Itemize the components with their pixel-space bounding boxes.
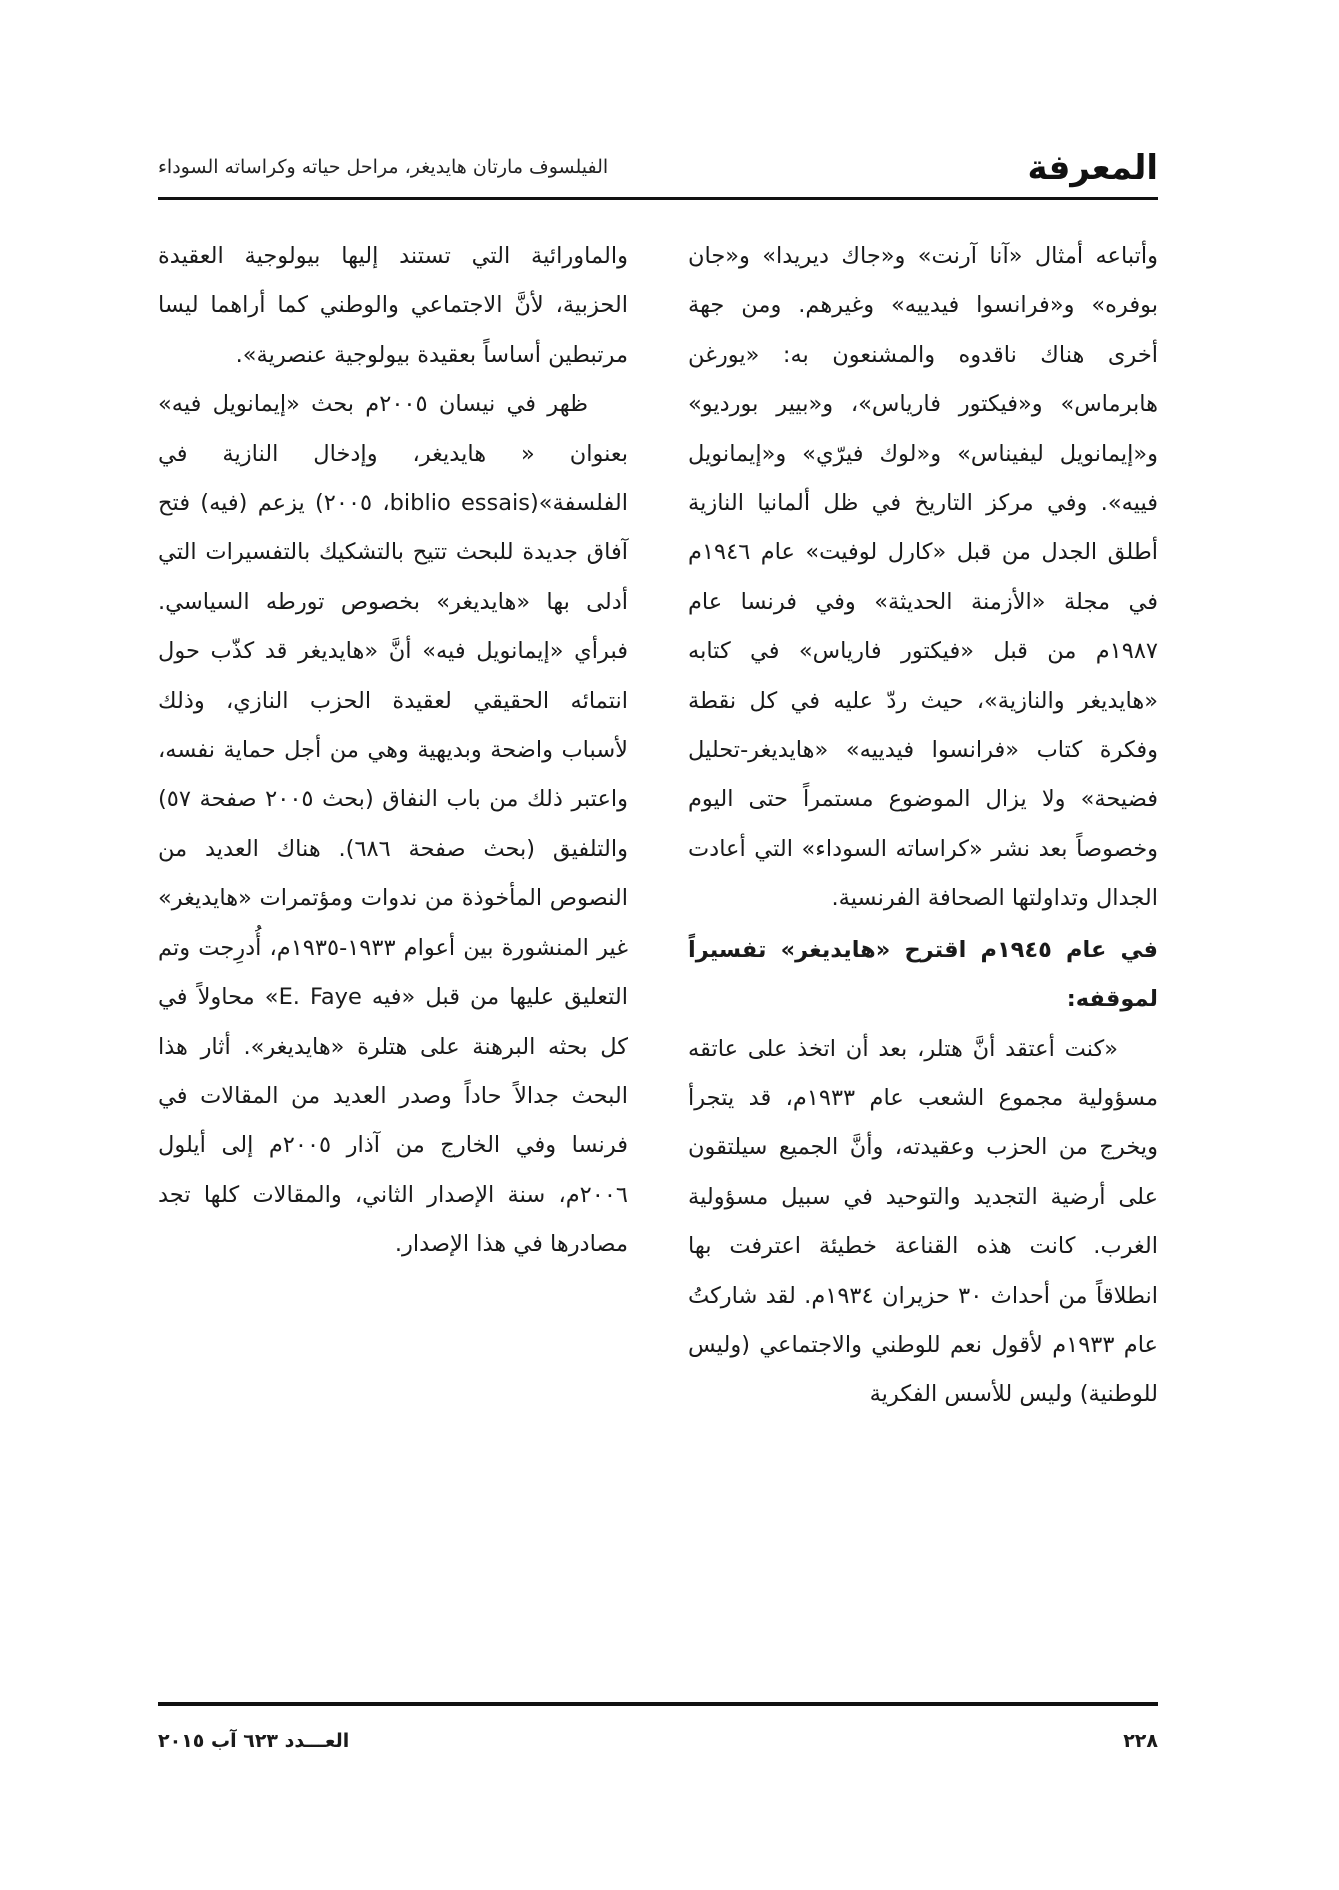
section-subheading: في عام ١٩٤٥م اقترح «هايديغر» تفسيراً لموقفه: [688,936,1158,1013]
page-header [158,148,1158,196]
header-divider [158,197,1158,200]
page-footer [158,1730,1158,1760]
footer-divider [158,1702,1158,1706]
paragraph: وأتباعه أمثال «آنا آرنت» و«جاك ديريدا» و«جان بوفره» و«فرانسوا فيدييه» وغيرهم. ومن جهة أخرى هناك ناقدوه والمشنعون به: «يورغن هابرماس» و«فيكتور فارياس»، و«بيير بورديو» و«إيمانويل ليفيناس» و«لوك فيرّي» و«إيمانويل فييه». وفي مركز التاريخ في ظل ألمانيا النازية أطلق الجدل من قبل «كارل لوفيت» عام ١٩٤٦م في مجلة «الأزمنة الحديثة» وفي فرنسا عام ١٩٨٧م من قبل «فيكتور فارياس» في كتابه «هايديغر والنازية»، حيث ردّ عليه في كل نقطة وفكرة كتاب «فرانسوا فيدييه» «هايديغر-تحليل فضيحة» ولا يزال الموضوع مستمراً حتى اليوم وخصوصاً بعد نشر «كراساته السوداء» التي أعادت الجدال وتداولتها الصحافة الفرنسية. [688,243,1158,912]
paragraph: والماورائية التي تستند إليها بيولوجية العقيدة الحزبية، لأنَّ الاجتماعي والوطني كما أراهما ليسا مرتبطين أساساً بعقيدة بيولوجية عنصرية». [158,243,628,368]
left-column [158,232,628,1270]
issue-info: العـــدد ٦٢٣ آب ٢٠١٥ [158,1730,350,1752]
paragraph: ظهر في نيسان ٢٠٠٥م بحث «إيمانويل فيه» بعنوان « هايديغر، وإدخال النازية في الفلسفة»(biblio essais، ٢٠٠٥) يزعم (فيه) فتح آفاق جديدة للبحث تتيح بالتشكيك بالتفسيرات التي أدلى بها «هايديغر» بخصوص تورطه السياسي. فبرأي «إيمانويل فيه» أنَّ «هايديغر قد كذّب حول انتمائه الحقيقي لعقيدة الحزب النازي، وذلك لأسباب واضحة وبديهية وهي من أجل حماية نفسه، واعتبر ذلك من باب النفاق (بحث ٢٠٠٥ صفحة ٥٧) والتلفيق (بحث صفحة ٦٨٦). هناك العديد من النصوص المأخوذة من ندوات ومؤتمرات «هايديغر» غير المنشورة بين أعوام ١٩٣٣-١٩٣٥م، أُدرِجت وتم التعليق عليها من قبل «فيه E. Faye» محاولاً في كل بحثه البرهنة على هتلرة «هايديغر». أثار هذا البحث جدالاً حاداً وصدر العديد من المقالات في فرنسا وفي الخارج من آذار ٢٠٠٥م إلى أيلول ٢٠٠٦م، سنة الإصدار الثاني، والمقالات كلها تجد مصادرها في هذا الإصدار. [158,391,629,1258]
running-title: الفيلسوف مارتان هايديغر، مراحل حياته وكراساته السوداء [158,156,609,178]
right-column [688,232,1158,1420]
paragraph: «كنت أعتقد أنَّ هتلر، بعد أن اتخذ على عاتقه مسؤولية مجموع الشعب عام ١٩٣٣م، قد يتجرأ ويخرج من الحزب وعقيدته، وأنَّ الجميع سيلتقون على أرضية التجديد والتوحيد في سبيل مسؤولية الغرب. كانت هذه القناعة خطيئة اعترفت بها انطلاقاً من أحداث ٣٠ حزيران ١٩٣٤م. لقد شاركتُ عام ١٩٣٣م لأقول نعم للوطني والاجتماعي (وليس للوطنية) وليس للأسس الفكرية [688,1035,1158,1408]
page-number: ٢٢٨ [1123,1730,1158,1752]
magazine-logo: المعرفة [1027,148,1158,188]
